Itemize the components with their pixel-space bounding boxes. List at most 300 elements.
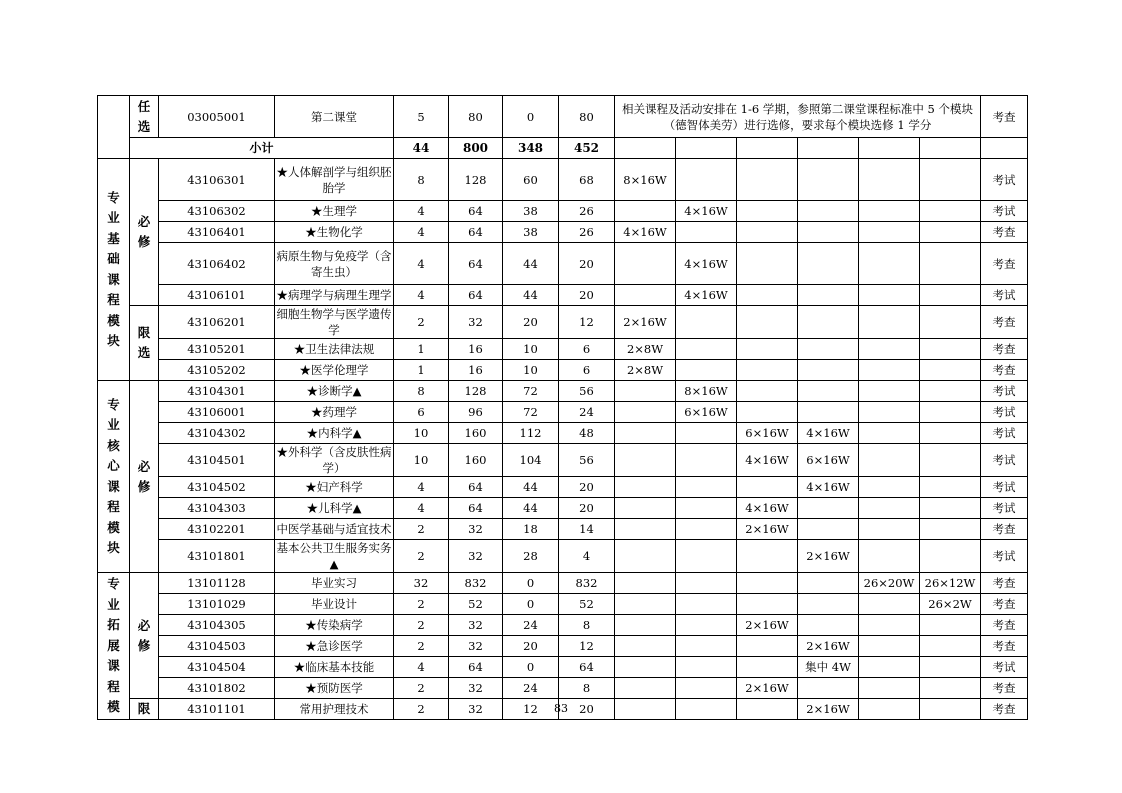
course-name: ★卫生法律法规 xyxy=(275,339,394,360)
module-label-char: 块 xyxy=(107,333,120,348)
theory-hours: 0 xyxy=(503,573,559,594)
practice-hours: 6 xyxy=(559,339,615,360)
theory-hours: 12 xyxy=(503,699,559,720)
term-6-cell xyxy=(920,678,981,699)
term-3-cell xyxy=(737,285,798,306)
term-6-cell xyxy=(920,285,981,306)
term-5-cell xyxy=(859,285,920,306)
total-hours: 16 xyxy=(449,360,503,381)
term-2-cell xyxy=(676,477,737,498)
practice-hours: 4 xyxy=(559,540,615,573)
term-1-cell xyxy=(615,201,676,222)
course-name: ★妇产科学 xyxy=(275,477,394,498)
module-label xyxy=(98,573,130,720)
term-5-cell xyxy=(859,636,920,657)
practice-hours: 20 xyxy=(559,477,615,498)
theory-hours: 112 xyxy=(503,423,559,444)
term-1-cell: 4×16W xyxy=(615,222,676,243)
term-2-cell: 8×16W xyxy=(676,381,737,402)
course-type-label xyxy=(130,573,159,699)
assessment: 考查 xyxy=(981,573,1028,594)
total-hours: 64 xyxy=(449,498,503,519)
module-label-char: 专 xyxy=(107,189,120,205)
module-label-char: 模 xyxy=(107,699,120,715)
course-name: ★传染病学 xyxy=(275,615,394,636)
total-hours: 32 xyxy=(449,699,503,720)
table-row xyxy=(98,519,1028,540)
theory-hours: 44 xyxy=(503,498,559,519)
module-label-char: 业 xyxy=(107,417,120,432)
course-type-label-char: 修 xyxy=(137,637,151,653)
theory-hours: 28 xyxy=(503,540,559,573)
theory-hours: 0 xyxy=(503,96,559,138)
total-hours: 32 xyxy=(449,615,503,636)
course-code: 13101128 xyxy=(159,573,275,594)
assessment: 考查 xyxy=(981,306,1028,339)
empty-cell xyxy=(920,138,981,159)
term-4-cell xyxy=(798,573,859,594)
term-3-cell: 2×16W xyxy=(737,678,798,699)
total-hours: 32 xyxy=(449,306,503,339)
module-label-char: 专 xyxy=(107,576,120,592)
module-label-char: 核 xyxy=(107,437,120,453)
term-6-cell xyxy=(920,657,981,678)
course-code: 43104503 xyxy=(159,636,275,657)
course-code: 43106201 xyxy=(159,306,275,339)
term-4-cell: 集中 4W xyxy=(798,657,859,678)
subtotal-practice-hours: 452 xyxy=(559,138,615,159)
assessment: 考查 xyxy=(981,360,1028,381)
theory-hours: 38 xyxy=(503,222,559,243)
term-6-cell xyxy=(920,222,981,243)
term-3-cell: 6×16W xyxy=(737,423,798,444)
table-row xyxy=(98,243,1028,285)
theory-hours: 24 xyxy=(503,615,559,636)
course-code: 03005001 xyxy=(159,96,275,138)
credits: 2 xyxy=(394,699,449,720)
term-2-cell xyxy=(676,615,737,636)
total-hours: 16 xyxy=(449,339,503,360)
module-label-char: 程 xyxy=(107,678,120,694)
term-2-cell xyxy=(676,339,737,360)
course-type-cell: 任 选 xyxy=(130,96,159,138)
theory-hours: 44 xyxy=(503,285,559,306)
table-row xyxy=(98,594,1028,615)
subtotal-label: 小计 xyxy=(130,138,394,159)
credits: 8 xyxy=(394,381,449,402)
empty-cell xyxy=(859,138,920,159)
term-2-cell xyxy=(676,678,737,699)
practice-hours: 8 xyxy=(559,615,615,636)
course-name: ★病理学与病理生理学 xyxy=(275,285,394,306)
term-2-cell xyxy=(676,222,737,243)
credits: 2 xyxy=(394,306,449,339)
term-1-cell xyxy=(615,519,676,540)
assessment: 考试 xyxy=(981,477,1028,498)
term-1-cell: 8×16W xyxy=(615,159,676,201)
term-3-cell xyxy=(737,594,798,615)
assessment: 考查 xyxy=(981,519,1028,540)
course-code: 43106301 xyxy=(159,159,275,201)
curriculum-table xyxy=(97,95,1028,720)
term-5-cell xyxy=(859,498,920,519)
term-3-cell: 4×16W xyxy=(737,444,798,477)
term-3-cell xyxy=(737,222,798,243)
term-1-cell xyxy=(615,657,676,678)
term-4-cell: 2×16W xyxy=(798,699,859,720)
term-6-cell xyxy=(920,159,981,201)
credits: 4 xyxy=(394,285,449,306)
theory-hours: 24 xyxy=(503,678,559,699)
credits: 1 xyxy=(394,360,449,381)
practice-hours: 80 xyxy=(559,96,615,138)
empty-cell xyxy=(615,138,676,159)
module-label-char: 基 xyxy=(107,230,120,246)
term-5-cell xyxy=(859,423,920,444)
page-number: 83 xyxy=(554,702,568,715)
assessment: 考试 xyxy=(981,657,1028,678)
table-row xyxy=(98,222,1028,243)
term-5-cell xyxy=(859,678,920,699)
total-hours: 64 xyxy=(449,222,503,243)
term-5-cell xyxy=(859,243,920,285)
practice-hours: 56 xyxy=(559,444,615,477)
theory-hours: 44 xyxy=(503,243,559,285)
term-2-cell xyxy=(676,159,737,201)
total-hours: 160 xyxy=(449,423,503,444)
table-row xyxy=(98,540,1028,573)
total-hours: 32 xyxy=(449,636,503,657)
course-name: 毕业实习 xyxy=(275,573,394,594)
practice-hours: 12 xyxy=(559,636,615,657)
course-name: ★外科学（含皮肤性病学） xyxy=(276,445,392,475)
module-label-char: 课 xyxy=(107,271,120,287)
credits: 10 xyxy=(394,444,449,477)
practice-hours: 26 xyxy=(559,222,615,243)
term-6-cell: 26×12W xyxy=(920,573,981,594)
credits: 2 xyxy=(394,540,449,573)
term-1-cell xyxy=(615,594,676,615)
term-1-cell xyxy=(615,573,676,594)
term-4-cell: 6×16W xyxy=(798,444,859,477)
term-2-cell xyxy=(676,519,737,540)
credits: 32 xyxy=(394,573,449,594)
total-hours: 64 xyxy=(449,285,503,306)
empty-cell xyxy=(737,138,798,159)
credits: 8 xyxy=(394,159,449,201)
practice-hours: 14 xyxy=(559,519,615,540)
module-label xyxy=(98,159,130,381)
practice-hours: 12 xyxy=(559,306,615,339)
subtotal-total-hours: 800 xyxy=(449,138,503,159)
total-hours: 160 xyxy=(449,444,503,477)
term-4-cell xyxy=(798,615,859,636)
total-hours: 128 xyxy=(449,381,503,402)
course-name: ★药理学 xyxy=(275,402,394,423)
term-5-cell xyxy=(859,540,920,573)
course-code: 43101101 xyxy=(159,699,275,720)
term-5-cell xyxy=(859,306,920,339)
theory-hours: 10 xyxy=(503,339,559,360)
credits: 4 xyxy=(394,222,449,243)
module-label-char: 展 xyxy=(107,637,120,653)
module-label-char: 程 xyxy=(107,499,120,514)
theory-hours: 72 xyxy=(503,381,559,402)
module-label-char: 程 xyxy=(107,292,120,307)
total-hours: 832 xyxy=(449,573,503,594)
term-6-cell xyxy=(920,381,981,402)
term-3-cell xyxy=(737,402,798,423)
course-code: 43105201 xyxy=(159,339,275,360)
term-4-cell xyxy=(798,519,859,540)
term-3-cell xyxy=(737,243,798,285)
term-3-cell xyxy=(737,477,798,498)
term-6-cell xyxy=(920,402,981,423)
term-1-cell: 2×16W xyxy=(615,306,676,339)
module-label-char: 课 xyxy=(107,478,120,494)
term-4-cell xyxy=(798,306,859,339)
course-code: 43104305 xyxy=(159,615,275,636)
term-2-cell xyxy=(676,498,737,519)
theory-hours: 18 xyxy=(503,519,559,540)
course-code: 43106401 xyxy=(159,222,275,243)
course-name: 第二课堂 xyxy=(275,96,394,138)
term-3-cell xyxy=(737,159,798,201)
term-3-cell: 2×16W xyxy=(737,519,798,540)
term-5-cell xyxy=(859,339,920,360)
assessment: 考试 xyxy=(981,423,1028,444)
course-code: 43102201 xyxy=(159,519,275,540)
term-1-cell xyxy=(615,444,676,477)
term-3-cell: 2×16W xyxy=(737,615,798,636)
credits: 5 xyxy=(394,96,449,138)
credits: 6 xyxy=(394,402,449,423)
term-6-cell xyxy=(920,423,981,444)
term-6-cell xyxy=(920,615,981,636)
credits: 2 xyxy=(394,615,449,636)
course-type-label-char: 修 xyxy=(137,478,151,494)
course-name: 基本公共卫生服务实务▲ xyxy=(276,541,392,571)
term-1-cell xyxy=(615,615,676,636)
theory-hours: 10 xyxy=(503,360,559,381)
term-3-cell xyxy=(737,573,798,594)
term-4-cell xyxy=(798,402,859,423)
theory-hours: 0 xyxy=(503,594,559,615)
assessment: 考查 xyxy=(981,699,1028,720)
course-type-label-char: 必 xyxy=(137,214,151,229)
module-label-char: 专 xyxy=(107,396,120,412)
course-type-label xyxy=(130,306,159,381)
assessment: 考试 xyxy=(981,381,1028,402)
term-3-cell xyxy=(737,636,798,657)
assessment: 考查 xyxy=(981,96,1028,138)
course-name: 病原生物与免疫学（含寄生虫） xyxy=(275,243,394,285)
theory-hours: 60 xyxy=(503,159,559,201)
table-row xyxy=(98,678,1028,699)
term-5-cell xyxy=(859,381,920,402)
course-code: 13101029 xyxy=(159,594,275,615)
total-hours: 80 xyxy=(449,96,503,138)
table-row xyxy=(98,285,1028,306)
term-5-cell xyxy=(859,519,920,540)
theory-hours: 44 xyxy=(503,477,559,498)
term-4-cell xyxy=(798,243,859,285)
term-4-cell xyxy=(798,360,859,381)
credits: 10 xyxy=(394,423,449,444)
term-3-cell xyxy=(737,657,798,678)
assessment: 考试 xyxy=(981,540,1028,573)
term-6-cell xyxy=(920,243,981,285)
term-4-cell xyxy=(798,381,859,402)
term-1-cell: 2×8W xyxy=(615,360,676,381)
course-name: ★医学伦理学 xyxy=(275,360,394,381)
term-6-cell xyxy=(920,519,981,540)
table-row xyxy=(98,306,1028,339)
term-3-cell: 4×16W xyxy=(737,498,798,519)
credits: 4 xyxy=(394,477,449,498)
term-4-cell xyxy=(798,594,859,615)
practice-hours: 20 xyxy=(559,285,615,306)
term-1-cell xyxy=(615,402,676,423)
total-hours: 32 xyxy=(449,540,503,573)
credits: 4 xyxy=(394,243,449,285)
course-code: 43101801 xyxy=(159,540,275,573)
term-6-cell xyxy=(920,477,981,498)
table-row xyxy=(98,477,1028,498)
term-6-cell xyxy=(920,444,981,477)
term-5-cell: 26×20W xyxy=(859,573,920,594)
term-6-cell xyxy=(920,540,981,573)
term-2-cell xyxy=(676,444,737,477)
theory-hours: 104 xyxy=(503,444,559,477)
assessment: 考试 xyxy=(981,285,1028,306)
module-label-char: 心 xyxy=(107,458,120,473)
module-label-char: 业 xyxy=(107,596,120,612)
term-2-cell: 4×16W xyxy=(676,201,737,222)
term-4-cell: 4×16W xyxy=(798,423,859,444)
term-5-cell xyxy=(859,222,920,243)
course-code: 43104301 xyxy=(159,381,275,402)
module-label-char: 础 xyxy=(107,251,120,266)
term-3-cell xyxy=(737,381,798,402)
term-4-cell xyxy=(798,159,859,201)
assessment: 考查 xyxy=(981,615,1028,636)
total-hours: 32 xyxy=(449,519,503,540)
term-5-cell xyxy=(859,477,920,498)
practice-hours: 56 xyxy=(559,381,615,402)
term-4-cell xyxy=(798,285,859,306)
course-code: 43104303 xyxy=(159,498,275,519)
term-6-cell: 26×2W xyxy=(920,594,981,615)
assessment: 考查 xyxy=(981,594,1028,615)
term-3-cell xyxy=(737,306,798,339)
course-code: 43106302 xyxy=(159,201,275,222)
term-6-cell xyxy=(920,339,981,360)
assessment: 考查 xyxy=(981,243,1028,285)
term-4-cell: 4×16W xyxy=(798,477,859,498)
curriculum-table-body xyxy=(98,96,1028,720)
theory-hours: 20 xyxy=(503,636,559,657)
term-1-cell xyxy=(615,477,676,498)
table-row xyxy=(98,573,1028,594)
term-5-cell xyxy=(859,615,920,636)
term-5-cell xyxy=(859,402,920,423)
credits: 4 xyxy=(394,201,449,222)
term-6-cell xyxy=(920,360,981,381)
term-2-cell xyxy=(676,306,737,339)
term-4-cell xyxy=(798,678,859,699)
practice-hours: 26 xyxy=(559,201,615,222)
assessment: 考试 xyxy=(981,159,1028,201)
credits: 2 xyxy=(394,594,449,615)
term-1-cell: 2×8W xyxy=(615,339,676,360)
term-2-cell xyxy=(676,423,737,444)
module-label xyxy=(98,381,130,573)
course-type-label xyxy=(130,159,159,306)
course-name: 中医学基础与适宜技术 xyxy=(275,519,394,540)
total-hours: 64 xyxy=(449,243,503,285)
course-type-label-char: 必 xyxy=(137,617,151,633)
course-code: 43106402 xyxy=(159,243,275,285)
term-5-cell xyxy=(859,657,920,678)
table-row xyxy=(98,636,1028,657)
total-hours: 52 xyxy=(449,594,503,615)
term-2-cell xyxy=(676,360,737,381)
course-type-label-char: 限 xyxy=(137,325,151,340)
credits: 2 xyxy=(394,678,449,699)
assessment: 考查 xyxy=(981,222,1028,243)
credits: 1 xyxy=(394,339,449,360)
table-row xyxy=(98,381,1028,402)
course-code: 43106001 xyxy=(159,402,275,423)
term-2-cell xyxy=(676,540,737,573)
practice-hours: 48 xyxy=(559,423,615,444)
term-1-cell xyxy=(615,285,676,306)
term-2-cell: 6×16W xyxy=(676,402,737,423)
practice-hours: 8 xyxy=(559,678,615,699)
course-name: 常用护理技术 xyxy=(275,699,394,720)
term-4-cell: 2×16W xyxy=(798,636,859,657)
practice-hours: 6 xyxy=(559,360,615,381)
course-name: ★预防医学 xyxy=(275,678,394,699)
term-4-cell xyxy=(798,222,859,243)
practice-hours: 68 xyxy=(559,159,615,201)
remark-note: 相关课程及活动安排在 1-6 学期，参照第二课堂课程标准中 5 个模块（德智体美劳）进行选修，要求每个模块选修 1 学分 xyxy=(615,96,981,138)
term-3-cell xyxy=(737,360,798,381)
table-row xyxy=(98,159,1028,201)
course-name: ★内科学▲ xyxy=(275,423,394,444)
table-row xyxy=(98,657,1028,678)
course-name: 细胞生物学与医学遗传学 xyxy=(276,307,392,337)
empty-cell xyxy=(981,138,1028,159)
course-name: ★生理学 xyxy=(275,201,394,222)
module-label-char: 模 xyxy=(107,519,120,535)
course-code: 43104502 xyxy=(159,477,275,498)
course-code: 43106101 xyxy=(159,285,275,306)
table-row xyxy=(98,96,1028,138)
term-5-cell xyxy=(859,594,920,615)
subtotal-theory-hours: 348 xyxy=(503,138,559,159)
term-4-cell: 2×16W xyxy=(798,540,859,573)
credits: 2 xyxy=(394,519,449,540)
term-1-cell xyxy=(615,678,676,699)
course-type-label-char: 选 xyxy=(137,345,151,360)
term-2-cell xyxy=(676,636,737,657)
practice-hours: 20 xyxy=(559,243,615,285)
theory-hours: 38 xyxy=(503,201,559,222)
assessment: 考试 xyxy=(981,444,1028,477)
term-5-cell xyxy=(859,201,920,222)
